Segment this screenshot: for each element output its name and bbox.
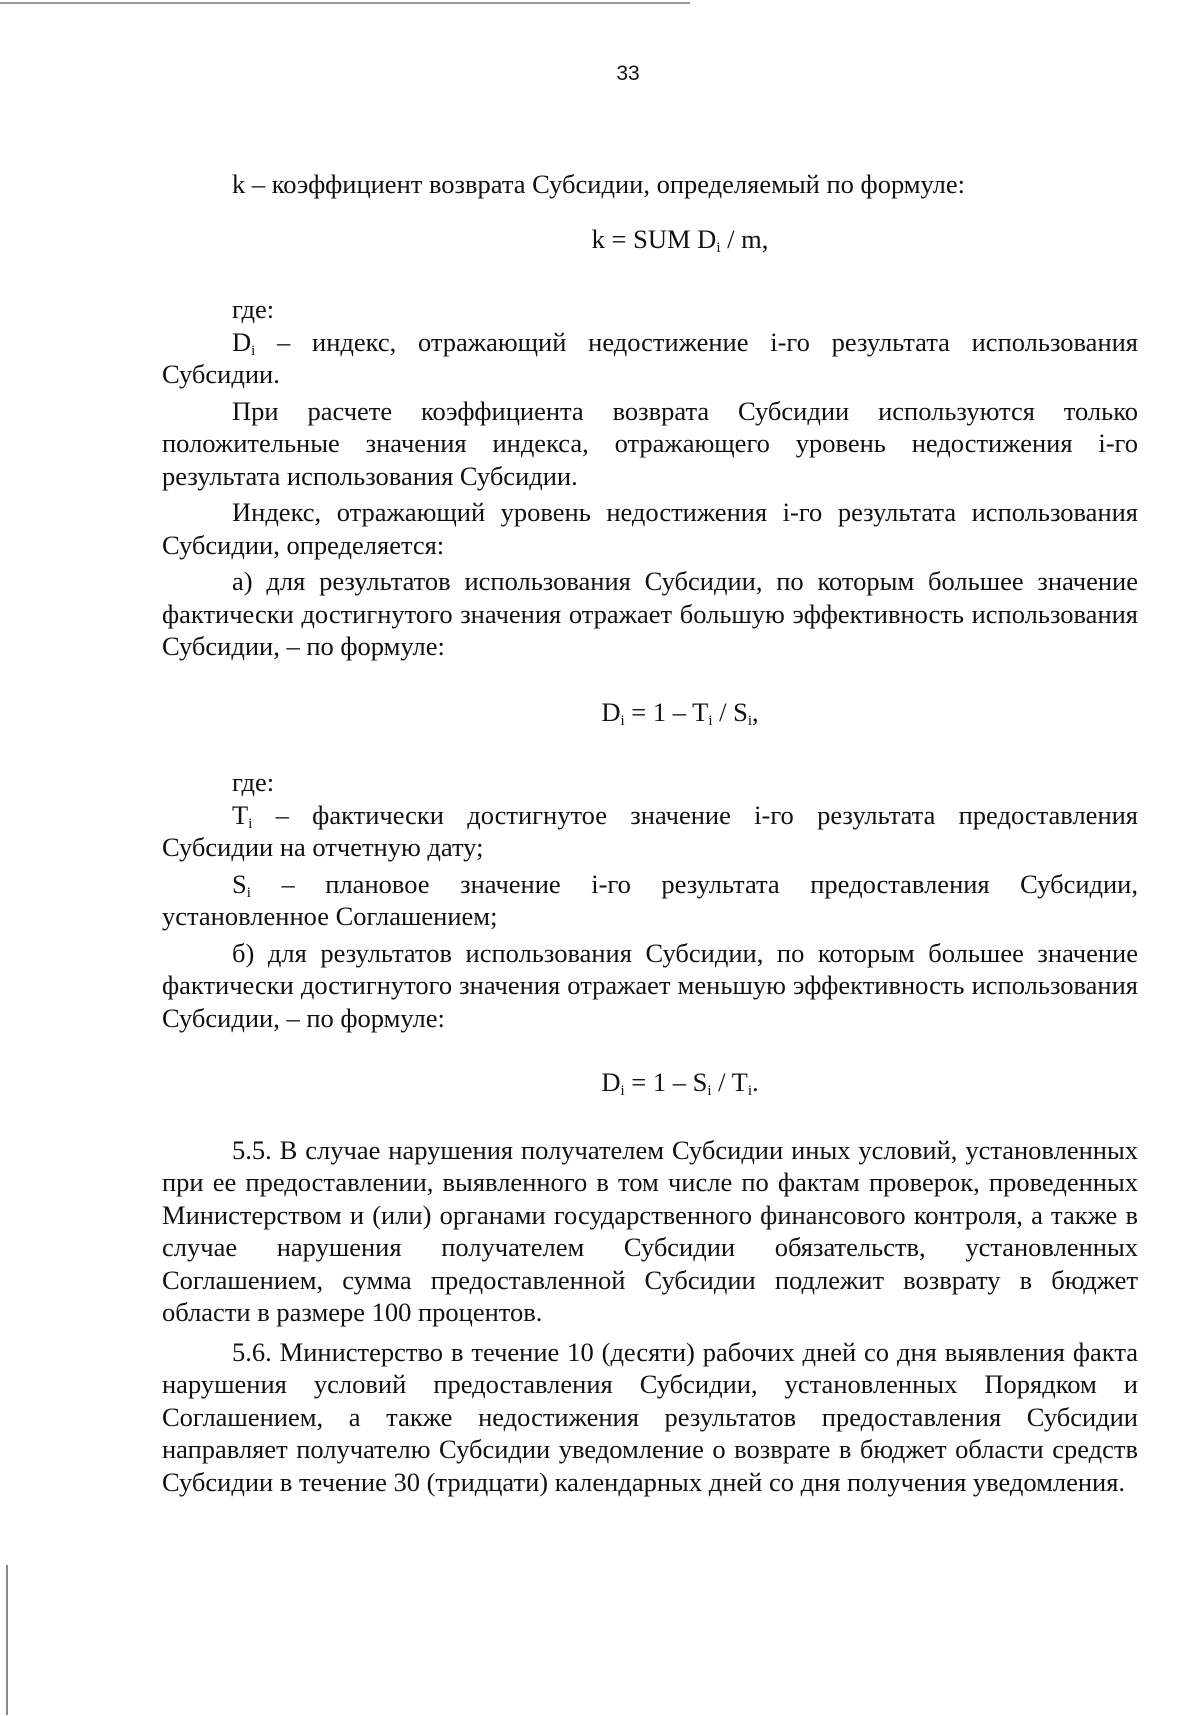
paragraph-di-definition [162,326,1138,391]
scan-edge-top [0,2,690,4]
formula-b-t-sub: i [747,1083,753,1099]
scan-edge-left [6,1565,8,1715]
formula-di-b [162,1066,1138,1099]
formula-b-d: D [601,1067,621,1097]
di-sub: i [251,342,256,359]
paragraph-ti-definition [162,799,1138,864]
ti-text: – фактически достигнутое значение i-го результата предоставления Субсидии на отчетную дату; [162,799,1138,862]
paragraph-calculation: При расчете коэффициента возврата Субсидии используются только положительные значения индекса, отражающего уровень недостижения i-го результата использования Субсидии. [162,395,1138,491]
paragraph-case-b: б) для результатов использования Субсидии, по которым большее значение фактически достигнутого значения отражает меньшую эффективность использования Субсидии, – по формуле: [162,937,1138,1033]
paragraph-si-definition [162,868,1138,933]
paragraph-5-5: 5.5. В случае нарушения получателем Субсидии иных условий, установленных при ее предоставлении, выявленного в том числе по фактам проверок, проведенных Министерством и (или) органами государственного финансового контроля, а также в случае нарушения получателем Субсидии обязательств, установленных Соглашением, сумма предоставленной Субсидии подлежит возврату в бюджет области в размере 100 процентов. [162,1134,1138,1327]
page-number: 33 [616,62,640,85]
paragraph-k-definition: k – коэффициент возврата Субсидии, определяемый по формуле: [232,169,965,199]
formula-b-slash: / T [711,1067,748,1097]
formula-a-d-sub: i [620,712,625,729]
formula-a-end: , [752,696,759,727]
formula-a-d: D [601,696,621,727]
formula-k-sub: i [716,239,721,256]
formula-a-t-sub: i [708,712,713,729]
formula-k-tail: / m, [720,223,769,254]
paragraph-5-6: 5.6. Министерство в течение 10 (десяти) рабочих дней со дня выявления факта нарушения условий предоставления Субсидии, установленных Порядком и Соглашением, а также недостижения результатов предоставления Субсидии направляет получателю Субсидии уведомление о возврате в бюджет области средств Субсидии в течение 30 (тридцати) календарных дней со дня получения уведомления. [162,1336,1138,1497]
di-var: D [232,326,252,357]
paragraph-case-a: а) для результатов использования Субсидии, по которым большее значение фактически достигнутого значения отражает большую эффективность использования Субсидии, – по формуле: [162,566,1138,661]
formula-k [162,223,1138,256]
formula-b-end: . [752,1067,759,1097]
formula-b-mid: = 1 – S [624,1067,708,1097]
where-label-1: где: [232,294,275,324]
formula-a-slash: / S [712,696,748,727]
paragraph-index: Индекс, отражающий уровень недостижения i-го результата использования Субсидии, определяется: [162,497,1138,560]
formula-a-s-sub: i [747,712,753,729]
si-var: S [232,868,247,899]
where-label-2: где: [232,767,275,797]
formula-a-mid: = 1 – T [624,696,709,727]
ti-sub: i [248,815,253,832]
formula-b-s-sub: i [707,1083,712,1099]
formula-k-main: k = SUM D [591,223,717,254]
di-text: – индекс, отражающий недостижение i-го результата использования Субсидии. [162,326,1138,389]
si-sub: i [246,884,251,901]
si-text: – плановое значение i-го результата предоставления Субсидии, установленное Соглашением; [162,868,1138,931]
document-body [162,168,1138,1498]
formula-di-a [162,696,1138,729]
formula-b-d-sub: i [620,1083,625,1099]
ti-var: T [232,799,249,830]
